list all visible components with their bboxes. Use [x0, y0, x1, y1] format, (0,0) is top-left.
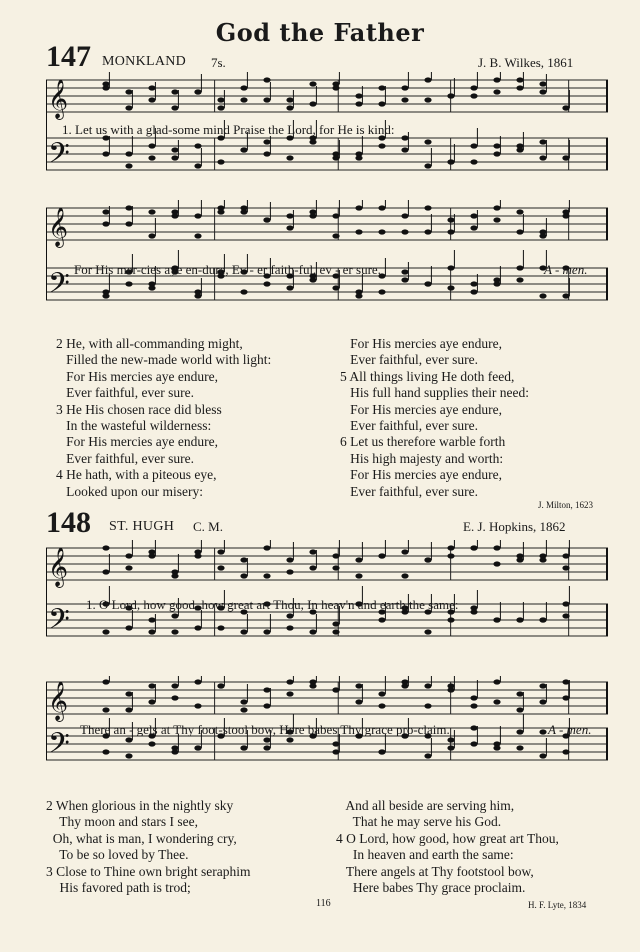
svg-text:𝄞: 𝄞 — [48, 79, 69, 119]
lyrics-line: 1. Let us with a glad-some mind Praise the Lord, for He is kind: — [62, 122, 395, 137]
svg-text:𝄢: 𝄢 — [48, 727, 70, 767]
page-number: 116 — [316, 898, 331, 909]
amen-label: A - men. — [544, 262, 588, 277]
lyrics-line: 1. O Lord, how good, how great art Thou, In heav'n and earth the same: — [86, 597, 459, 612]
tune-name: MONKLAND — [102, 54, 187, 69]
author-credit: H. F. Lyte, 1834 — [528, 900, 587, 910]
svg-text:𝄞: 𝄞 — [48, 681, 69, 721]
tune-name: ST. HUGH — [109, 519, 175, 534]
meter: 7s. — [211, 55, 226, 70]
composer: E. J. Hopkins, 1862 — [463, 519, 566, 534]
svg-text:𝄢: 𝄢 — [48, 267, 70, 307]
section-title: God the Father — [215, 18, 425, 47]
svg-text:𝄢: 𝄢 — [48, 137, 70, 177]
svg-text:𝄞: 𝄞 — [48, 547, 69, 587]
lyrics-line: For His mer-cies aye en-dure, Ev - er faith-ful, ev - er sure. — [74, 262, 381, 277]
verses-right: And all beside are serving him, That he may serve his God. 4 O Lord, how good, how great art Thou, In heaven and earth the same: There angels at Thy footstool bow, Here babes Thy grace proclaim. — [336, 798, 559, 896]
verses-left: 2 He, with all-commanding might, Filled the new-made world with light: For His mercies aye endure, Ever faithful, ever sure. 3 He His chosen race did bless In the wasteful wilderness: For His mercies aye endure, Ever faithful, ever sure. 4 He hath, with a piteous eye, Looked upon our misery: — [56, 336, 272, 499]
svg-text:𝄢: 𝄢 — [48, 603, 70, 643]
amen-label: A - men. — [548, 722, 592, 737]
lyrics-line: There an - gels at Thy foot-stool bow, Here babes Thy grace pro-claim. — [80, 722, 450, 737]
verses-left: 2 When glorious in the nightly sky Thy moon and stars I see, Oh, what is man, I wondering cry, To be so loved by Thee. 3 Close to Thine own bright seraphim His favored path is trod; — [46, 798, 251, 896]
verses-right: For His mercies aye endure, Ever faithful, ever sure. 5 All things living He doth feed, His full hand supplies their need: For His mercies aye endure, Ever faithful, ever sure. 6 Let us therefore warble forth His high majesty and worth: For His mercies aye endure, Ever faithful, ever sure. — [340, 336, 529, 499]
svg-text:𝄞: 𝄞 — [48, 207, 69, 247]
hymn-number: 147 — [46, 40, 91, 73]
meter: C. M. — [193, 519, 223, 534]
composer: J. B. Wilkes, 1861 — [478, 55, 574, 70]
hymn-number: 148 — [46, 506, 91, 539]
author-credit: J. Milton, 1623 — [538, 500, 594, 510]
